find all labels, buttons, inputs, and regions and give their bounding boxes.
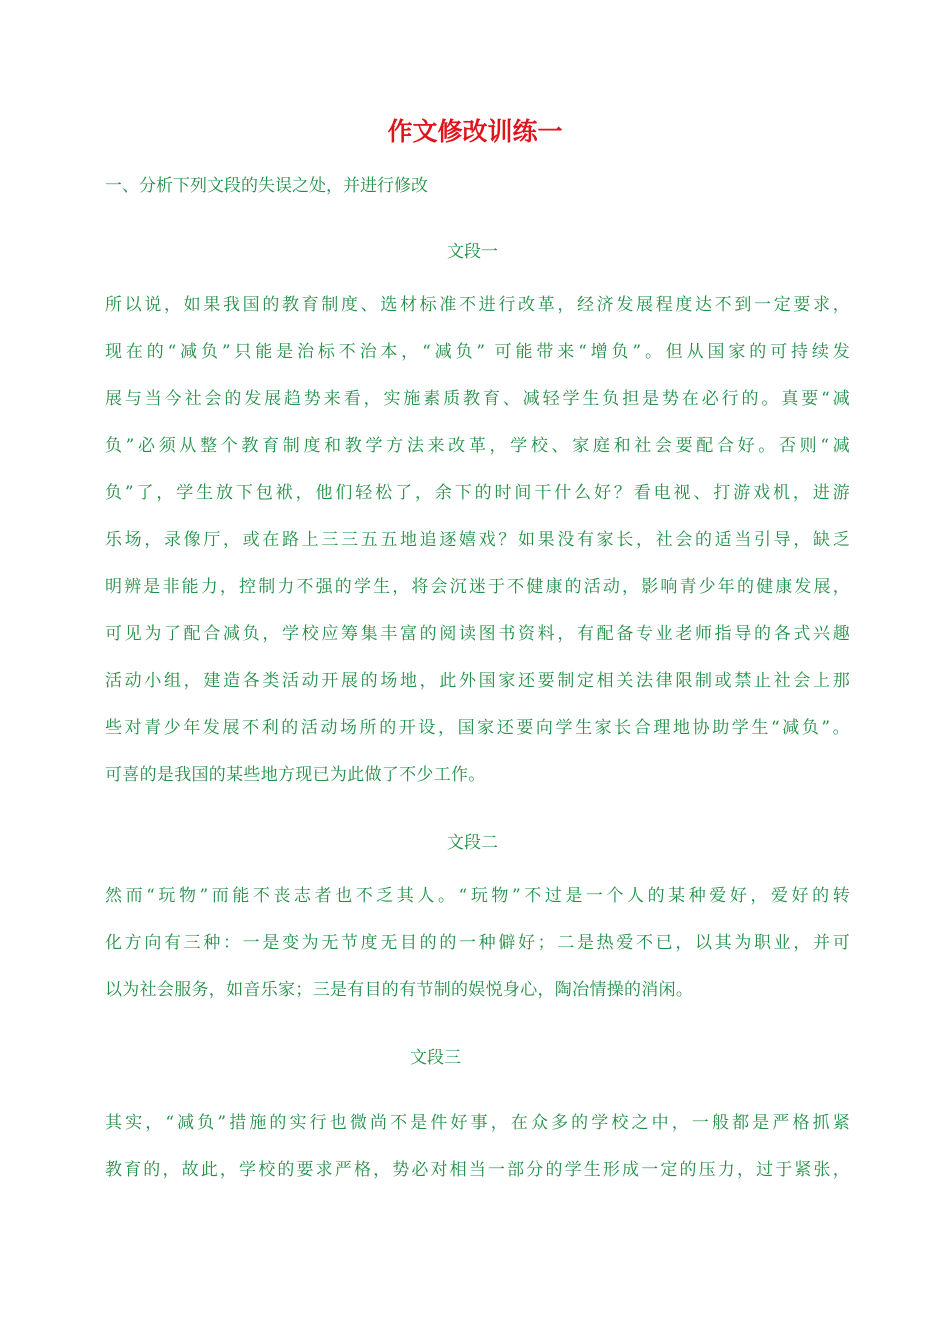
paragraph-line: 其实，“减负”措施的实行也微尚不是件好事，在众多的学校之中，一般都是严格抓紧 bbox=[105, 1113, 850, 1133]
exercise-instruction: 一、分析下列文段的失误之处，并进行修改 bbox=[105, 176, 428, 196]
segment-paragraph-1 bbox=[105, 282, 850, 799]
paragraph-line: 乐场，录像厅，或在路上三三五五地追逐嬉戏？如果没有家长，社会的适当引导，缺乏 bbox=[105, 530, 850, 550]
paragraph-line: 然而“玩物”而能不丧志者也不乏其人。“玩物”不过是一个人的某种爱好，爱好的转 bbox=[105, 886, 850, 906]
paragraph-line: 活动小组，建造各类活动开展的场地，此外国家还要制定相关法律限制或禁止社会上那 bbox=[105, 671, 850, 691]
paragraph-line: 负”了，学生放下包袱，他们轻松了，余下的时间干什么好？看电视、打游戏机，进游 bbox=[105, 483, 850, 503]
segment-heading-3: 文段三 bbox=[410, 1048, 461, 1068]
segment-heading-2: 文段二 bbox=[447, 833, 498, 853]
document-title: 作文修改训练一 bbox=[387, 117, 563, 146]
segment-paragraph-3 bbox=[105, 1100, 850, 1194]
paragraph-line: 可喜的是我国的某些地方现已为此做了不少工作。 bbox=[105, 765, 486, 785]
paragraph-line: 可见为了配合减负，学校应筹集丰富的阅读图书资料，有配备专业老师指导的各式兴趣 bbox=[105, 624, 850, 644]
paragraph-line: 展与当今社会的发展趋势来看，实施素质教育、减轻学生负担是势在必行的。真要“减 bbox=[105, 389, 850, 409]
paragraph-line: 负”必须从整个教育制度和教学方法来改革，学校、家庭和社会要配合好。否则“减 bbox=[105, 436, 850, 456]
paragraph-line: 些对青少年发展不利的活动场所的开设，国家还要向学生家长合理地协助学生“减负”。 bbox=[105, 718, 850, 738]
paragraph-line: 化方向有三种：一是变为无节度无目的的一种僻好；二是热爱不已，以其为职业，并可 bbox=[105, 933, 850, 953]
paragraph-line: 教育的，故此，学校的要求严格，势必对相当一部分的学生形成一定的压力，过于紧张， bbox=[105, 1160, 850, 1180]
paragraph-line: 明辨是非能力，控制力不强的学生，将会沉迷于不健康的活动，影响青少年的健康发展， bbox=[105, 577, 850, 597]
paragraph-line: 现在的“减负”只能是治标不治本，“减负” 可能带来“增负”。但从国家的可持续发 bbox=[105, 342, 850, 362]
segment-paragraph-2 bbox=[105, 873, 850, 1014]
paragraph-line: 以为社会服务，如音乐家；三是有目的有节制的娱悦身心，陶冶情操的消闲。 bbox=[105, 980, 694, 1000]
segment-heading-1: 文段一 bbox=[447, 242, 498, 262]
paragraph-line: 所以说，如果我国的教育制度、选材标准不进行改革，经济发展程度达不到一定要求， bbox=[105, 295, 850, 315]
